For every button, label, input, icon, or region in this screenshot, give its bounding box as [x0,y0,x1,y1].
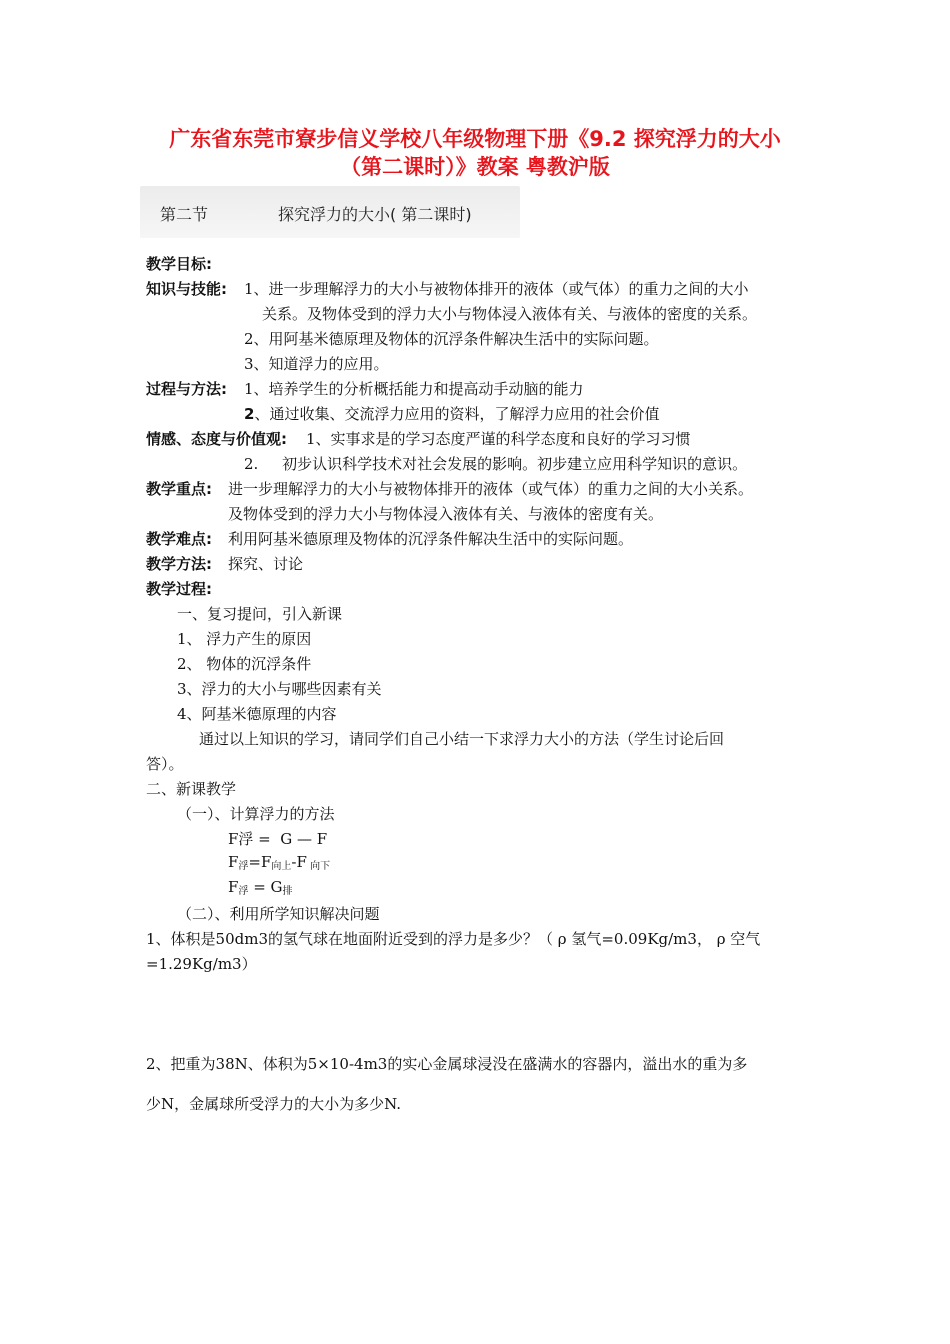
summary-line2: 答）。 [146,755,184,773]
knowledge-item-1a: 1、进一步理解浮力的大小与被物体排开的液体（或气体）的重力之间的大小 [244,280,749,298]
process-method-label: 过程与方法: [146,380,227,398]
key-points-line1: 进一步理解浮力的大小与被物体排开的液体（或气体）的重力之间的大小关系。 [228,480,754,498]
new-lesson-heading: 二、新课教学 [146,780,237,798]
review-heading: 一、复习提问，引入新课 [177,605,343,623]
key-points-label: 教学重点: [146,480,212,498]
review-item-4: 4、阿基米德原理的内容 [177,705,337,723]
difficulty-label: 教学难点: [146,530,212,548]
key-points-line2: 及物体受到的浮力大小与物体浸入液体有关、与液体的密度有关。 [228,505,664,523]
summary-line1: 通过以上知识的学习，请同学们自己小结一下求浮力大小的方法（学生讨论后回 [199,730,725,748]
review-item-3: 3、浮力的大小与哪些因素有关 [177,680,382,698]
difficulty-text: 利用阿基米德原理及物体的沉浮条件解决生活中的实际问题。 [228,530,634,548]
attitude-label: 情感、态度与价值观: [146,430,287,448]
process-item-2-number: 2 [244,405,255,423]
knowledge-item-3: 3、知道浮力的应用。 [244,355,389,373]
subsection-1-heading: （一）、计算浮力的方法 [177,805,335,823]
objectives-heading: 教学目标: [146,255,212,273]
section-banner [140,186,520,238]
formula-2-sub-up: 向上 [271,861,292,872]
process-item-1: 1、培养学生的分析概括能力和提高动手动脑的能力 [244,380,584,398]
knowledge-item-1b: 关系。及物体受到的浮力大小与物体浸入液体有关、与液体的密度的关系。 [262,305,758,323]
document-title-line2: （第二课时）》教案 粤教沪版 [340,155,610,179]
section-topic: 探究浮力的大小( 第二课时) [278,205,472,224]
formula-3-sub-displaced: 排 [282,886,293,897]
method-text: 探究、讨论 [228,555,304,573]
question-2-line1: 2、把重为38N、体积为5×10-4m3的实心金属球浸没在盛满水的容器内，溢出水的重为多 [146,1055,748,1073]
knowledge-item-2: 2、用阿基米德原理及物体的沉浮条件解决生活中的实际问题。 [244,330,659,348]
subsection-2-heading: （二）、利用所学知识解决问题 [177,905,380,923]
question-2-line2: 少N，金属球所受浮力的大小为多少N. [146,1095,402,1113]
formula-2-sub-float: 浮 [238,861,249,872]
formula-3-f: F [228,878,239,896]
formula-2-eq: =F [248,853,272,871]
formula-1: F浮 = G — F [228,830,328,848]
process-item-2 [244,403,659,424]
formula-2 [228,853,330,872]
document-title-line1: 广东省东莞市寮步信义学校八年级物理下册《9.2 探究浮力的大小 [169,127,781,151]
question-1-line2: =1.29Kg/m3） [146,955,257,973]
process-item-2-text: 、通过收集、交流浮力应用的资料，了解浮力应用的社会价值 [254,405,660,423]
formula-3 [228,878,293,897]
formula-3-eq: = G [248,878,283,896]
method-label: 教学方法: [146,555,212,573]
formula-3-sub-float: 浮 [238,886,249,897]
question-1-line1: 1、体积是50dm3的氢气球在地面附近受到的浮力是多少？（ ρ 氢气=0.09Kg/m3， ρ 空气 [146,930,761,948]
attitude-item-2: 2. 初步认识科学技术对社会发展的影响。初步建立应用科学知识的意识。 [244,455,748,473]
review-item-2: 2、 物体的沉浮条件 [177,655,312,673]
attitude-item-1: 1、实事求是的学习态度严谨的科学态度和良好的学习习惯 [306,430,691,448]
formula-2-sub-down: 向下 [306,861,331,872]
review-item-1: 1、 浮力产生的原因 [177,630,312,648]
formula-2-f: F [228,853,239,871]
process-label: 教学过程: [146,580,212,598]
formula-2-minus: -F [291,853,307,871]
section-number: 第二节 [160,205,209,224]
knowledge-label: 知识与技能: [146,280,227,298]
